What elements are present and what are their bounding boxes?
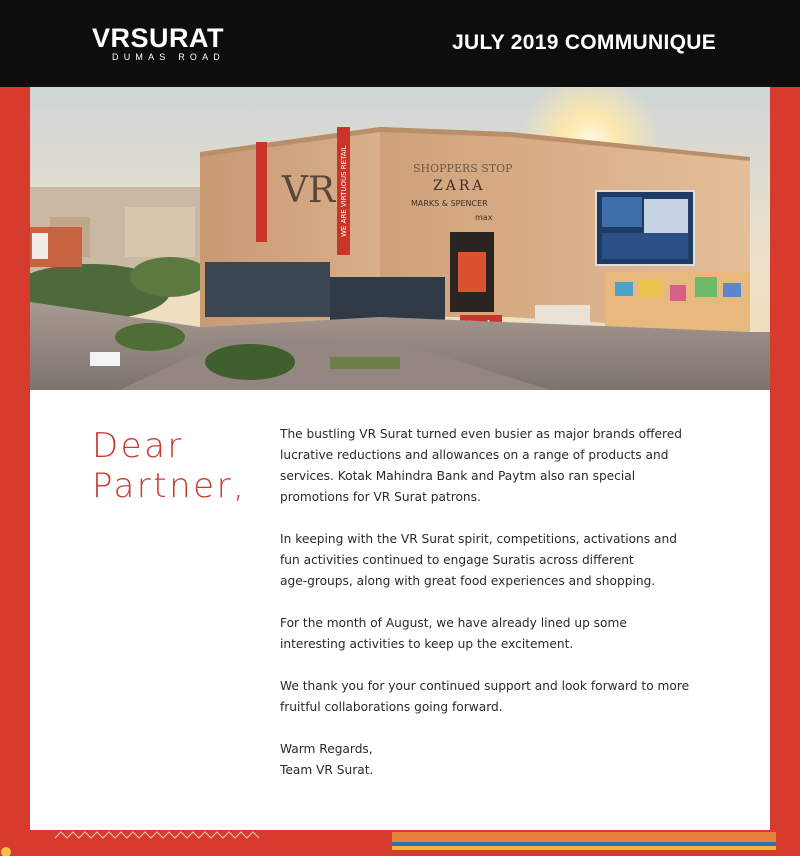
mall-illustration <box>30 87 770 390</box>
logo-main-text: VRSURAT <box>92 23 225 53</box>
mall-photo <box>30 87 770 390</box>
vr-surat-logo[interactable] <box>92 24 252 64</box>
sign-zara: ZARA <box>433 178 486 194</box>
letter-paragraph: In keeping with the VR Surat spirit, competitions, activations and fun activities continued to engage Suratis across different age-groups, along with great food experiences and shopping. <box>280 532 677 588</box>
banner-text: WE ARE VIRTUOUS RETAIL <box>340 145 348 237</box>
facade-vr-logo: VR <box>282 170 336 211</box>
sign-shoppers-stop: SHOPPERS STOP <box>413 162 513 175</box>
letter-paragraph: We thank you for your continued support and look forward to more fruitful collaborations going forward. <box>280 679 690 714</box>
greeting-heading <box>92 426 292 506</box>
sign-marks-spencer: MARKS & SPENCER <box>411 199 488 208</box>
letter-paragraph: The bustling VR Surat turned even busier as major brands offered lucrative reductions and allowances on a range of products and services. Kotak Mahindra Bank and Paytm also ran special promotions for VR Surat patrons. <box>280 427 683 504</box>
communique-title: JULY 2019 COMMUNIQUE <box>452 31 716 54</box>
parked-car <box>90 352 120 366</box>
letter-paragraph: For the month of August, we have already lined up some interesting activities to keep up the excitement. <box>280 616 627 651</box>
signoff-line-1: Warm Regards, <box>280 742 373 756</box>
signoff-line-2: Team VR Surat. <box>280 763 374 777</box>
greeting-line-2: Partner, <box>92 466 247 506</box>
trees-front <box>205 344 295 380</box>
letter-panel <box>30 390 770 830</box>
header-bar <box>0 0 800 87</box>
decorative-footer <box>0 830 800 856</box>
greeting-line-1: Dear <box>92 426 184 466</box>
sign-max: max <box>475 213 493 222</box>
red-banner-1 <box>256 142 267 242</box>
folk-pattern-border <box>392 832 776 850</box>
mural-wall <box>605 272 750 332</box>
logo-sub-text: DUMAS ROAD <box>112 52 226 62</box>
letter-body <box>280 424 730 781</box>
storefront-left <box>205 262 330 317</box>
